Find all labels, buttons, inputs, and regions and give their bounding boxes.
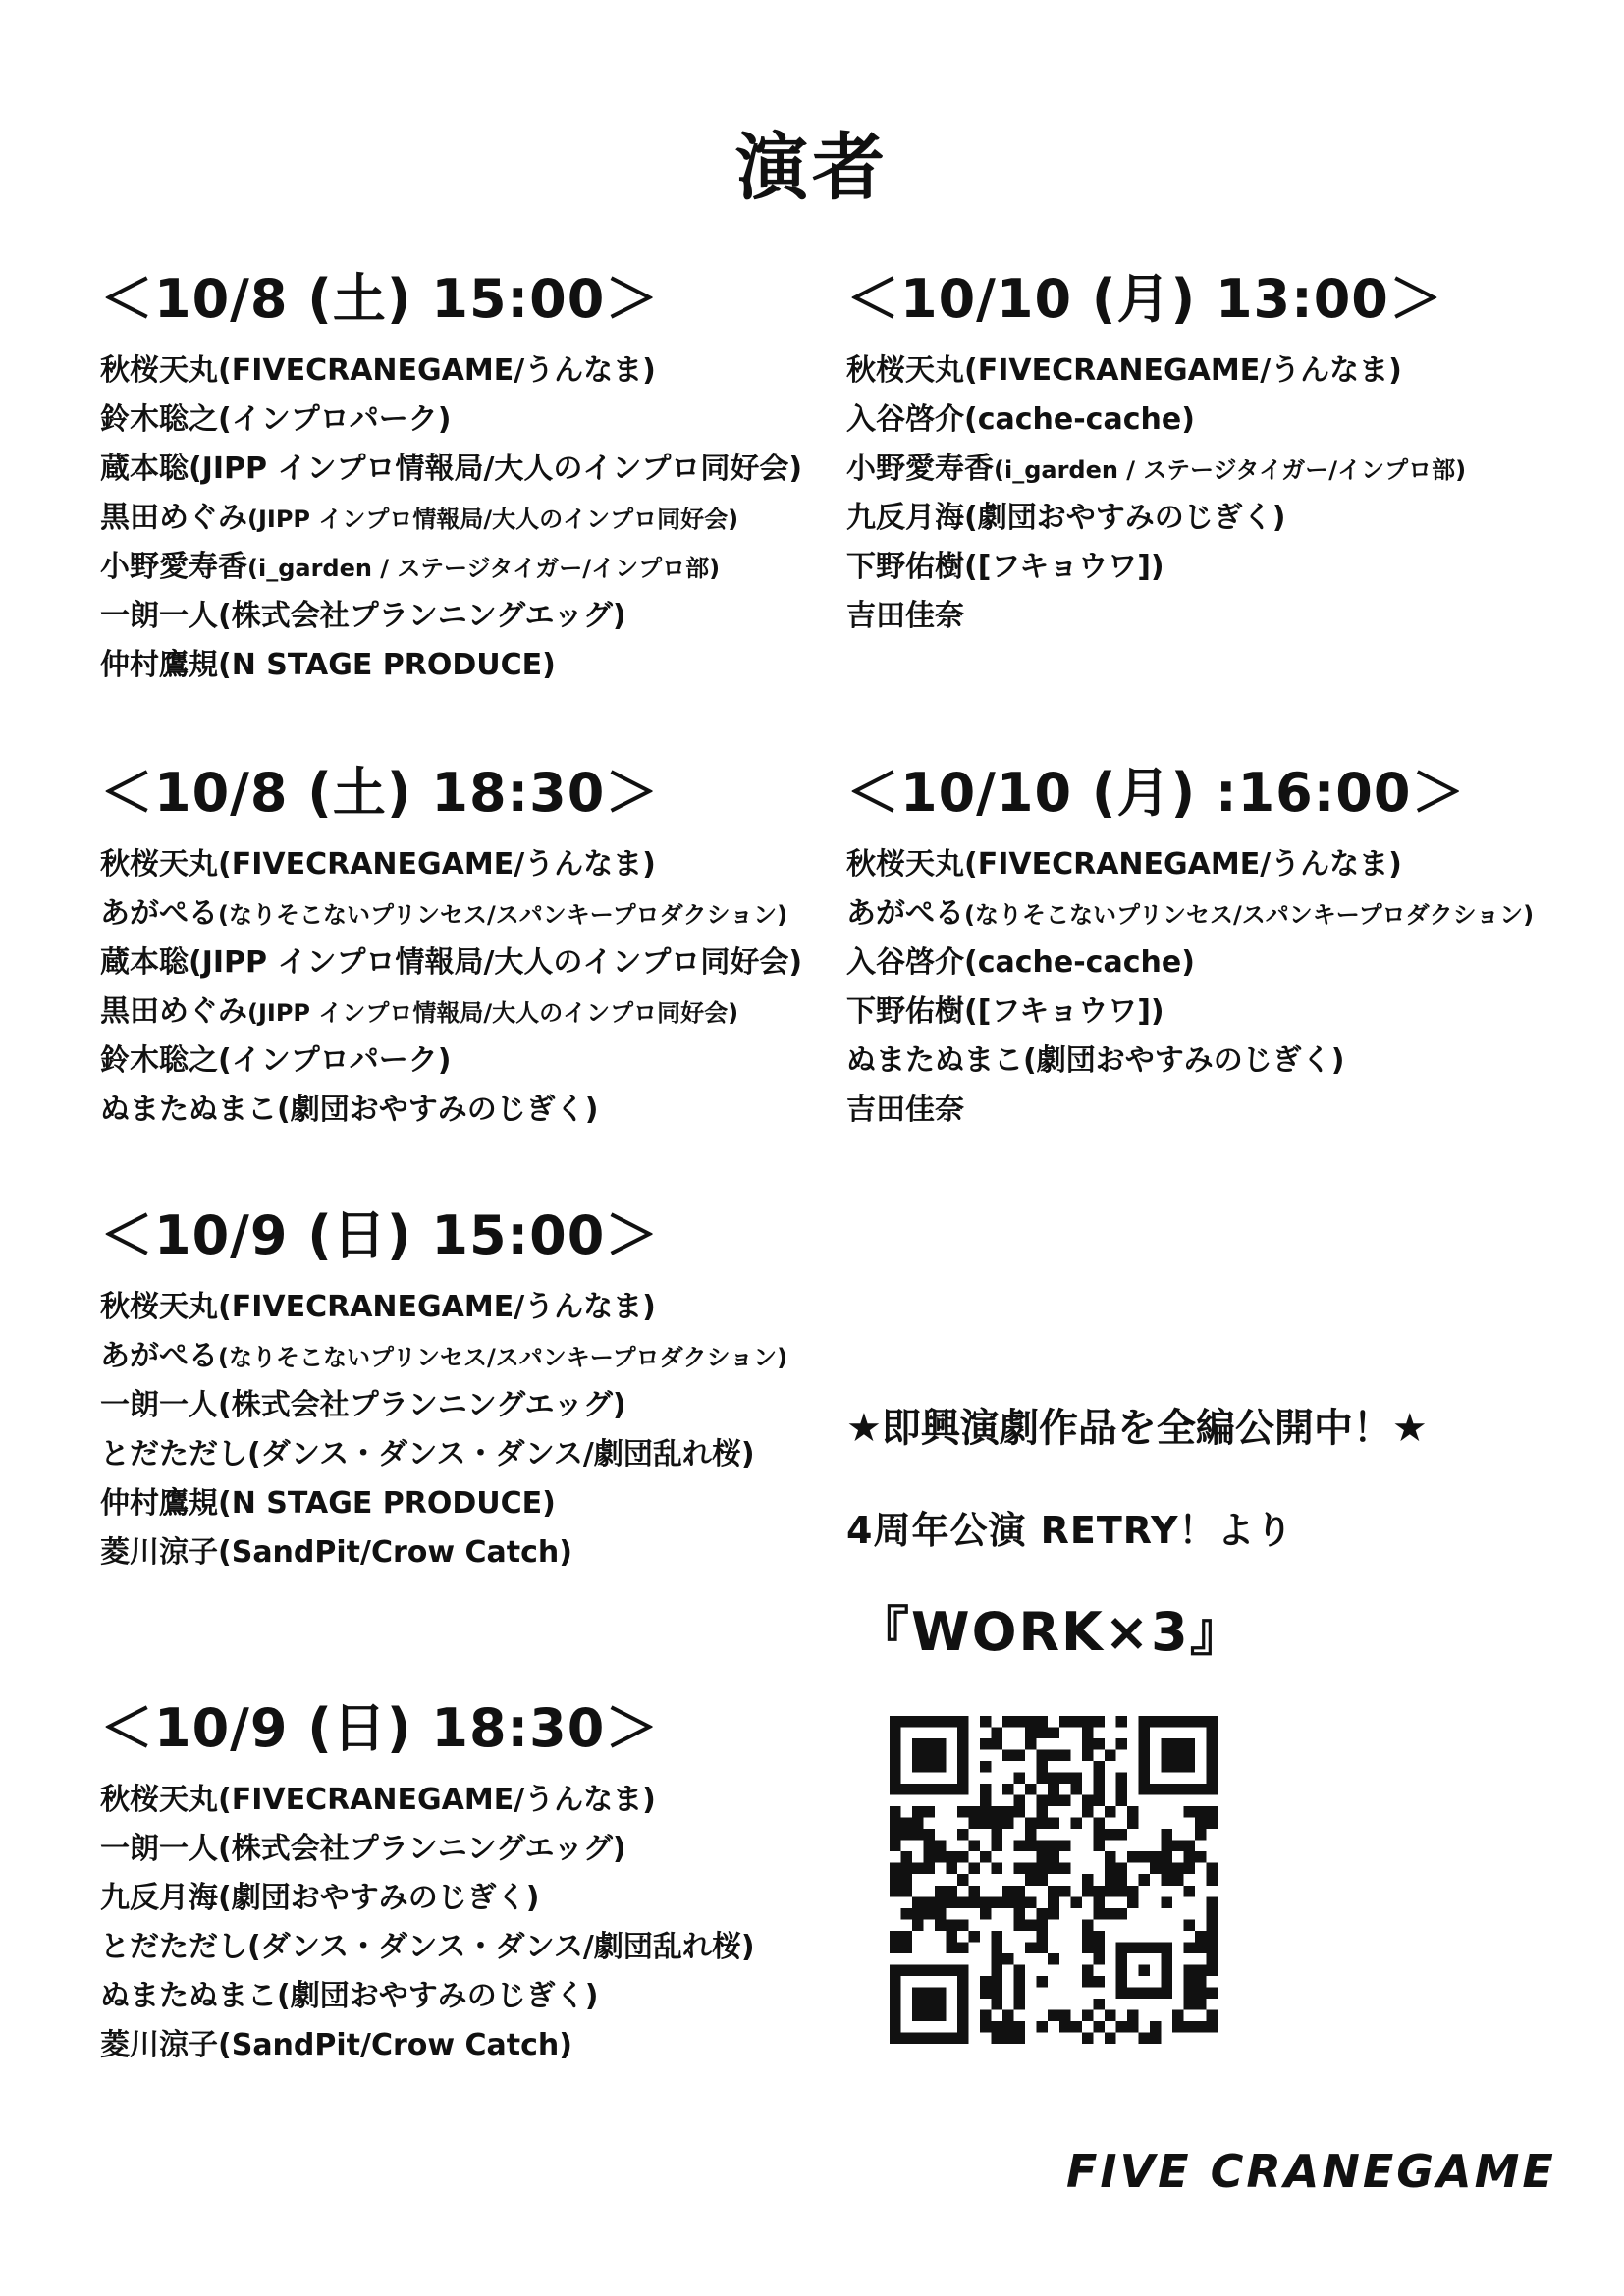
- cast-affiliation: (劇団おやすみのじぎく): [277, 1979, 599, 2013]
- cast-affiliation: (FIVECRANEGAME/うんなま): [218, 847, 656, 881]
- cast-affiliation: (i_garden / ステージタイガー/インプロ部): [994, 456, 1467, 484]
- cast-item: [100, 543, 802, 592]
- cast-name: 黒田めぐみ: [100, 994, 247, 1029]
- cast-name: ぬまたぬまこ: [100, 1093, 277, 1127]
- cast-affiliation: (i_garden / ステージタイガー/インプロ部): [247, 555, 721, 582]
- cast-item: [100, 1283, 787, 1332]
- cast-affiliation: (FIVECRANEGAME/うんなま): [218, 353, 656, 388]
- session-heading: ＜10/9 (日) 15:00＞: [100, 1204, 660, 1266]
- cast-item: [100, 1776, 755, 1825]
- cast-name: 秋桜天丸: [100, 847, 218, 881]
- cast-name: 鈴木聡之: [100, 402, 218, 437]
- cast-name: 秋桜天丸: [100, 1783, 218, 1817]
- cast-affiliation: (JIPP インプロ情報局/大人のインプロ同好会): [189, 452, 803, 486]
- cast-list: [846, 347, 1466, 641]
- cast-affiliation: ([フキョウワ]): [964, 994, 1164, 1029]
- cast-name: 入谷啓介: [846, 945, 964, 980]
- cast-affiliation: ([フキョウワ]): [964, 550, 1164, 584]
- cast-list: [100, 347, 802, 690]
- cast-affiliation: (FIVECRANEGAME/うんなま): [964, 847, 1402, 881]
- cast-name: 秋桜天丸: [846, 353, 964, 388]
- cast-name: ぬまたぬまこ: [100, 1979, 277, 2013]
- session-block: [846, 751, 1534, 1135]
- cast-item: [846, 494, 1466, 543]
- cast-item: [846, 396, 1466, 445]
- cast-name: 吉田佳奈: [846, 599, 964, 633]
- cast-list: [846, 840, 1534, 1135]
- cast-affiliation: (ダンス・ダンス・ダンス/劇団乱れ桜): [247, 1437, 755, 1471]
- cast-name: 吉田佳奈: [846, 1093, 964, 1127]
- cast-name: 黒田めぐみ: [100, 501, 247, 535]
- cast-affiliation: (劇団おやすみのじぎく): [964, 501, 1286, 535]
- cast-name: 秋桜天丸: [846, 847, 964, 881]
- cast-affiliation: (FIVECRANEGAME/うんなま): [218, 1783, 656, 1817]
- session-block: [100, 1194, 787, 1577]
- cast-affiliation: (ダンス・ダンス・ダンス/劇団乱れ桜): [247, 1930, 755, 1964]
- cast-name: あがぺる: [100, 1339, 218, 1373]
- cast-affiliation: (なりそこないプリンセス/スパンキープロダクション): [218, 1344, 788, 1371]
- cast-name: 小野愛寿香: [100, 550, 247, 584]
- cast-name: 鈴木聡之: [100, 1043, 218, 1078]
- cast-name: 下野佑樹: [846, 994, 964, 1029]
- cast-name: とだただし: [100, 1437, 247, 1471]
- cast-name: 一朗一人: [100, 1832, 218, 1866]
- cast-item: [100, 1332, 787, 1381]
- cast-affiliation: (JIPP インプロ情報局/大人のインプロ同好会): [247, 506, 739, 533]
- cast-item: [846, 938, 1534, 988]
- session-block: [100, 1686, 755, 2070]
- cast-item: [100, 1381, 787, 1430]
- cast-name: 蔵本聡: [100, 945, 189, 980]
- cast-list: [100, 1283, 787, 1577]
- cast-affiliation: (なりそこないプリンセス/スパンキープロダクション): [964, 901, 1535, 929]
- cast-item: [846, 988, 1534, 1037]
- cast-affiliation: (cache-cache): [964, 945, 1195, 980]
- cast-affiliation: (N STAGE PRODUCE): [218, 648, 556, 682]
- cast-affiliation: (劇団おやすみのじぎく): [277, 1093, 599, 1127]
- cast-item: [846, 840, 1534, 889]
- cast-affiliation: (劇団おやすみのじぎく): [218, 1881, 540, 1915]
- cast-affiliation: (JIPP インプロ情報局/大人のインプロ同好会): [189, 945, 803, 980]
- cast-name: 九反月海: [100, 1881, 218, 1915]
- brand-logo: FIVE CRANEGAME: [1066, 2145, 1556, 2198]
- cast-item: [846, 889, 1534, 938]
- cast-affiliation: (FIVECRANEGAME/うんなま): [964, 353, 1402, 388]
- cast-name: 仲村鷹規: [100, 648, 218, 682]
- cast-affiliation: (株式会社プランニングエッグ): [218, 1388, 626, 1422]
- cast-name: 秋桜天丸: [100, 353, 218, 388]
- cast-affiliation: (株式会社プランニングエッグ): [218, 1832, 626, 1866]
- cast-affiliation: (インプロパーク): [218, 1043, 452, 1078]
- cast-item: [846, 1086, 1534, 1135]
- cast-affiliation: (劇団おやすみのじぎく): [1023, 1043, 1345, 1078]
- session-heading: ＜10/9 (日) 18:30＞: [100, 1697, 660, 1759]
- cast-name: 菱川涼子: [100, 1535, 218, 1570]
- cast-name: 仲村鷹規: [100, 1486, 218, 1521]
- cast-name: 下野佑樹: [846, 550, 964, 584]
- cast-name: 菱川涼子: [100, 2028, 218, 2062]
- page-title: 演者: [735, 126, 889, 210]
- cast-item: [100, 494, 802, 543]
- cast-item: [846, 543, 1466, 592]
- cast-name: 蔵本聡: [100, 452, 189, 486]
- cast-item: [846, 592, 1466, 641]
- session-block: [846, 257, 1466, 641]
- cast-item: [100, 1874, 755, 1923]
- session-heading: ＜10/8 (土) 18:30＞: [100, 762, 660, 824]
- cast-affiliation: (JIPP インプロ情報局/大人のインプロ同好会): [247, 999, 739, 1027]
- cast-item: [100, 1479, 787, 1528]
- cast-item: [100, 1972, 755, 2021]
- cast-name: 一朗一人: [100, 1388, 218, 1422]
- session-heading: ＜10/8 (土) 15:00＞: [100, 268, 660, 330]
- cast-item: [100, 2021, 755, 2070]
- session-heading: ＜10/10 (月) 13:00＞: [846, 268, 1443, 330]
- cast-item: [100, 889, 802, 938]
- cast-name: 一朗一人: [100, 599, 218, 633]
- qr-code[interactable]: [890, 1716, 1218, 2044]
- cast-name: あがぺる: [846, 896, 964, 931]
- promo-banner: ★即興演劇作品を全編公開中！★: [846, 1406, 1428, 1451]
- cast-affiliation: (SandPit/Crow Catch): [218, 2028, 572, 2062]
- cast-item: [100, 1923, 755, 1972]
- cast-name: 秋桜天丸: [100, 1290, 218, 1324]
- promo-work-title: 『WORK×3』: [856, 1601, 1245, 1663]
- cast-item: [100, 396, 802, 445]
- cast-affiliation: (FIVECRANEGAME/うんなま): [218, 1290, 656, 1324]
- cast-item: [100, 988, 802, 1037]
- cast-name: とだただし: [100, 1930, 247, 1964]
- cast-item: [100, 938, 802, 988]
- cast-item: [100, 1037, 802, 1086]
- cast-item: [100, 1825, 755, 1874]
- cast-item: [846, 1037, 1534, 1086]
- promo-subtitle: 4周年公演 RETRY！より: [846, 1509, 1294, 1552]
- cast-name: あがぺる: [100, 896, 218, 931]
- cast-item: [100, 1086, 802, 1135]
- session-block: [100, 257, 802, 690]
- cast-affiliation: (N STAGE PRODUCE): [218, 1486, 556, 1521]
- cast-item: [846, 347, 1466, 396]
- cast-item: [100, 840, 802, 889]
- cast-name: ぬまたぬまこ: [846, 1043, 1023, 1078]
- cast-item: [846, 445, 1466, 494]
- session-heading: ＜10/10 (月) :16:00＞: [846, 762, 1466, 824]
- cast-item: [100, 641, 802, 690]
- cast-item: [100, 1528, 787, 1577]
- cast-list: [100, 840, 802, 1135]
- cast-affiliation: (SandPit/Crow Catch): [218, 1535, 572, 1570]
- cast-list: [100, 1776, 755, 2070]
- cast-item: [100, 445, 802, 494]
- cast-affiliation: (株式会社プランニングエッグ): [218, 599, 626, 633]
- cast-name: 九反月海: [846, 501, 964, 535]
- cast-affiliation: (cache-cache): [964, 402, 1195, 437]
- cast-item: [100, 347, 802, 396]
- cast-item: [100, 592, 802, 641]
- cast-item: [100, 1430, 787, 1479]
- cast-affiliation: (なりそこないプリンセス/スパンキープロダクション): [218, 901, 788, 929]
- cast-affiliation: (インプロパーク): [218, 402, 452, 437]
- cast-name: 小野愛寿香: [846, 452, 994, 486]
- session-block: [100, 751, 802, 1135]
- cast-name: 入谷啓介: [846, 402, 964, 437]
